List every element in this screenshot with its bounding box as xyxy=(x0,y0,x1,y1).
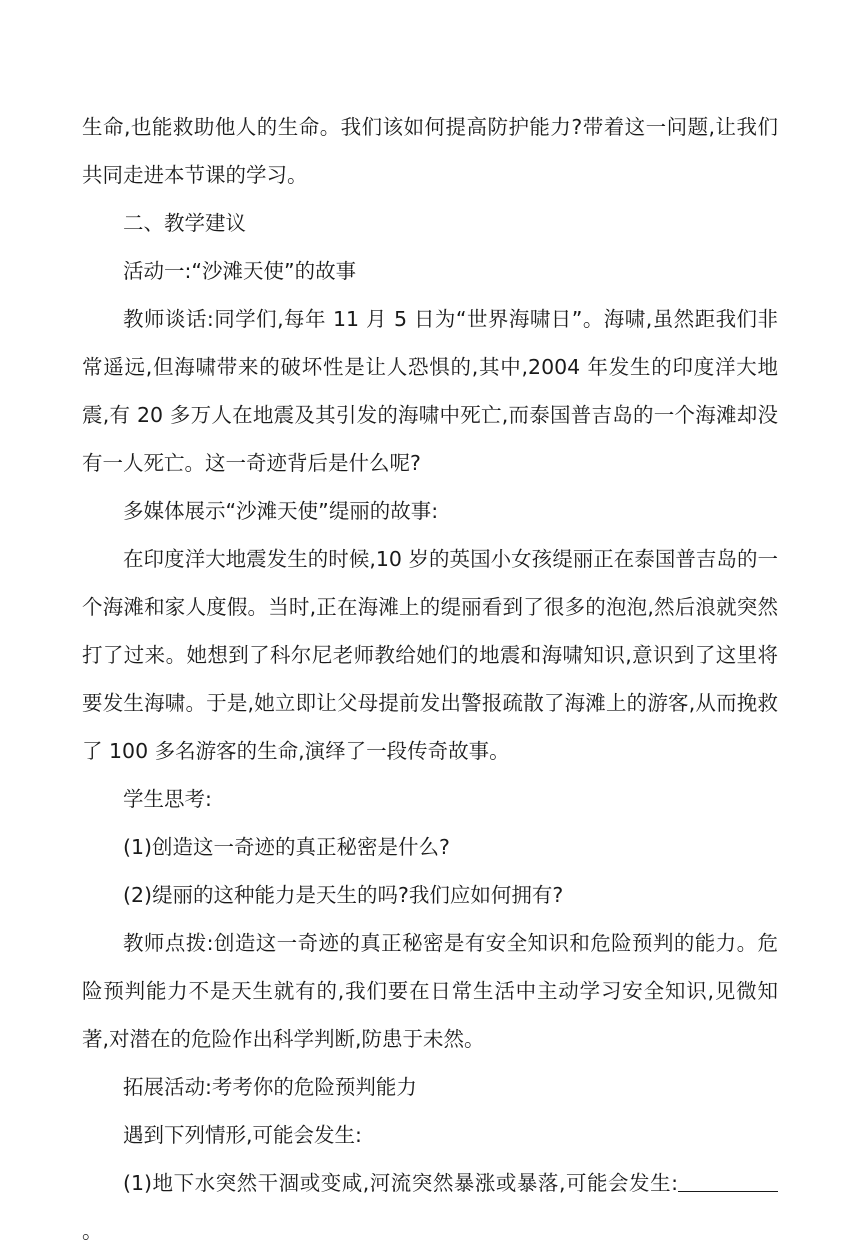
question-1: (1)创造这一奇迹的真正秘密是什么? xyxy=(123,835,450,859)
answer-blank[interactable] xyxy=(678,1171,778,1193)
document-page xyxy=(82,103,778,1255)
fill-in-item-1-end: 。 xyxy=(82,1219,103,1243)
question-2: (2)缇丽的这种能力是天生的吗?我们应如何拥有? xyxy=(123,883,564,907)
activity-one-title: 活动一:“沙滩天使”的故事 xyxy=(123,259,357,283)
paragraph-student-thinking: 学生思考: xyxy=(123,787,212,811)
paragraph-story: 在印度洋大地震发生的时候,10 岁的英国小女孩缇丽正在泰国普吉岛的一个海滩和家人度假。当时,正在海滩上的缇丽看到了很多的泡泡,然后浪就突然打了过来。她想到了科尔尼老师教给她们的地震和海啸知识,意识到了这里将要发生海啸。于是,她立即让父母提前发出警报疏散了海滩上的游客,从而挽救了 100 多名游客的生命,演绎了一段传奇故事。 xyxy=(82,547,778,763)
paragraph-intro-continuation: 生命,也能救助他人的生命。我们该如何提高防护能力?带着这一问题,让我们共同走进本节课的学习。 xyxy=(82,115,778,187)
fill-in-item-1-text: (1)地下水突然干涸或变咸,河流突然暴涨或暴落,可能会发生: xyxy=(123,1171,678,1195)
paragraph-teacher-guidance: 教师点拨:创造这一奇迹的真正秘密是有安全知识和危险预判的能力。危险预判能力不是天生就有的,我们要在日常生活中主动学习安全知识,见微知著,对潜在的危险作出科学判断,防患于未然。 xyxy=(82,931,778,1051)
paragraph-multimedia-display: 多媒体展示“沙滩天使”缇丽的故事: xyxy=(123,499,439,523)
fill-in-item-1 xyxy=(82,1159,778,1255)
section-heading-teaching-suggestions: 二、教学建议 xyxy=(123,211,246,235)
extension-activity-title: 拓展活动:考考你的危险预判能力 xyxy=(123,1075,417,1099)
paragraph-situations-intro: 遇到下列情形,可能会发生: xyxy=(123,1123,362,1147)
paragraph-teacher-talk: 教师谈话:同学们,每年 11 月 5 日为“世界海啸日”。海啸,虽然距我们非常遥远,但海啸带来的破坏性是让人恐惧的,其中,2004 年发生的印度洋大地震,有 20 多万人在地震及其引发的海啸中死亡,而泰国普吉岛的一个海滩却没有一人死亡。这一奇迹背后是什么呢? xyxy=(82,307,778,475)
